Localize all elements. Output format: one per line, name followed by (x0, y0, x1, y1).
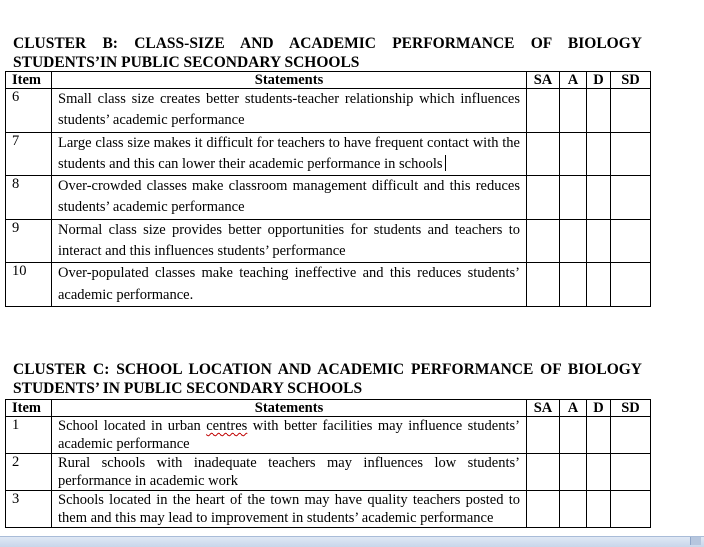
rating-cell-a[interactable] (560, 89, 587, 133)
header-item: Item (6, 72, 52, 89)
header-d: D (587, 400, 611, 417)
statement-cell[interactable] (52, 417, 527, 454)
statement-cell[interactable]: Small class size creates better students-teacher relationship which influences students’ academic performance (52, 89, 527, 133)
rating-cell-a[interactable] (560, 417, 587, 454)
status-bar (0, 536, 704, 547)
rating-cell-sd[interactable] (611, 176, 651, 220)
rating-cell-d[interactable] (587, 454, 611, 491)
rating-cell-sa[interactable] (527, 454, 560, 491)
header-statements: Statements (52, 400, 527, 417)
table-header-row (6, 400, 651, 417)
statement-cell[interactable]: Over-populated classes make teaching ineffective and this reduces students’ academic performance. (52, 263, 527, 307)
rating-cell-a[interactable] (560, 491, 587, 528)
header-sa: SA (527, 400, 560, 417)
rating-cell-a[interactable] (560, 132, 587, 176)
text-cursor (445, 155, 446, 171)
statement-text-end: with better facilities may influence students’ academic performance (58, 418, 520, 452)
rating-cell-a[interactable] (560, 219, 587, 263)
rating-cell-sd[interactable] (611, 491, 651, 528)
rating-cell-d[interactable] (587, 263, 611, 307)
table-row (6, 89, 651, 133)
statement-cell[interactable] (52, 132, 527, 176)
header-d: D (587, 72, 611, 89)
table-row (6, 176, 651, 220)
statement-cell[interactable]: Schools located in the heart of the town may have quality teachers posted to them and this may lead to improvement in students’ academic performance (52, 491, 527, 528)
table-row (6, 491, 651, 528)
rating-cell-a[interactable] (560, 176, 587, 220)
rating-cell-d[interactable] (587, 417, 611, 454)
statement-text: Large class size makes it difficult for teachers to have frequent contact with the students and this can lower their academic performance in schools (58, 134, 520, 172)
table-row (6, 263, 651, 307)
rating-cell-d[interactable] (587, 89, 611, 133)
cluster-b-table (5, 71, 651, 307)
table-row (6, 219, 651, 263)
header-a: A (560, 400, 587, 417)
item-number: 7 (6, 132, 52, 176)
item-number: 1 (6, 417, 52, 454)
cluster-b-heading (13, 34, 642, 72)
rating-cell-sd[interactable] (611, 132, 651, 176)
scrollbar-handle[interactable] (690, 537, 701, 545)
rating-cell-sa[interactable] (527, 176, 560, 220)
rating-cell-a[interactable] (560, 454, 587, 491)
statement-cell[interactable]: Over-crowded classes make classroom management difficult and this reduces students’ academic performance (52, 176, 527, 220)
rating-cell-d[interactable] (587, 132, 611, 176)
rating-cell-sa[interactable] (527, 417, 560, 454)
statement-text-start: School located in urban (58, 418, 207, 434)
rating-cell-d[interactable] (587, 176, 611, 220)
rating-cell-sd[interactable] (611, 89, 651, 133)
header-a: A (560, 72, 587, 89)
header-sd: SD (611, 400, 651, 417)
table-row (6, 454, 651, 491)
rating-cell-sd[interactable] (611, 417, 651, 454)
item-number: 6 (6, 89, 52, 133)
table-row (6, 132, 651, 176)
cluster-c-heading (13, 360, 642, 398)
rating-cell-sa[interactable] (527, 89, 560, 133)
header-sa: SA (527, 72, 560, 89)
rating-cell-a[interactable] (560, 263, 587, 307)
header-statements: Statements (52, 72, 527, 89)
rating-cell-sa[interactable] (527, 491, 560, 528)
rating-cell-d[interactable] (587, 219, 611, 263)
rating-cell-sd[interactable] (611, 263, 651, 307)
header-sd: SD (611, 72, 651, 89)
cluster-c-table (5, 399, 651, 528)
rating-cell-sa[interactable] (527, 263, 560, 307)
item-number: 2 (6, 454, 52, 491)
rating-cell-d[interactable] (587, 491, 611, 528)
cluster-b-title-line1: CLUSTER B: CLASS-SIZE AND ACADEMIC PERFORMANCE OF BIOLOGY (13, 35, 642, 52)
rating-cell-sd[interactable] (611, 454, 651, 491)
rating-cell-sa[interactable] (527, 132, 560, 176)
item-number: 8 (6, 176, 52, 220)
rating-cell-sa[interactable] (527, 219, 560, 263)
statement-cell[interactable]: Normal class size provides better opportunities for students and teachers to interact and this influences students’ performance (52, 219, 527, 263)
item-number: 10 (6, 263, 52, 307)
item-number: 3 (6, 491, 52, 528)
statement-cell[interactable]: Rural schools with inadequate teachers may influences low students’ performance in academic work (52, 454, 527, 491)
cluster-b-title-line2: STUDENTS’IN PUBLIC SECONDARY SCHOOLS (13, 54, 360, 71)
header-item: Item (6, 400, 52, 417)
table-row (6, 417, 651, 454)
item-number: 9 (6, 219, 52, 263)
spellcheck-flagged-word[interactable]: centres (206, 418, 248, 434)
table-header-row (6, 72, 651, 89)
cluster-c-title-line2: STUDENTS’ IN PUBLIC SECONDARY SCHOOLS (13, 380, 363, 397)
cluster-c-title-line1: CLUSTER C: SCHOOL LOCATION AND ACADEMIC PERFORMANCE OF BIOLOGY (13, 361, 642, 378)
rating-cell-sd[interactable] (611, 219, 651, 263)
